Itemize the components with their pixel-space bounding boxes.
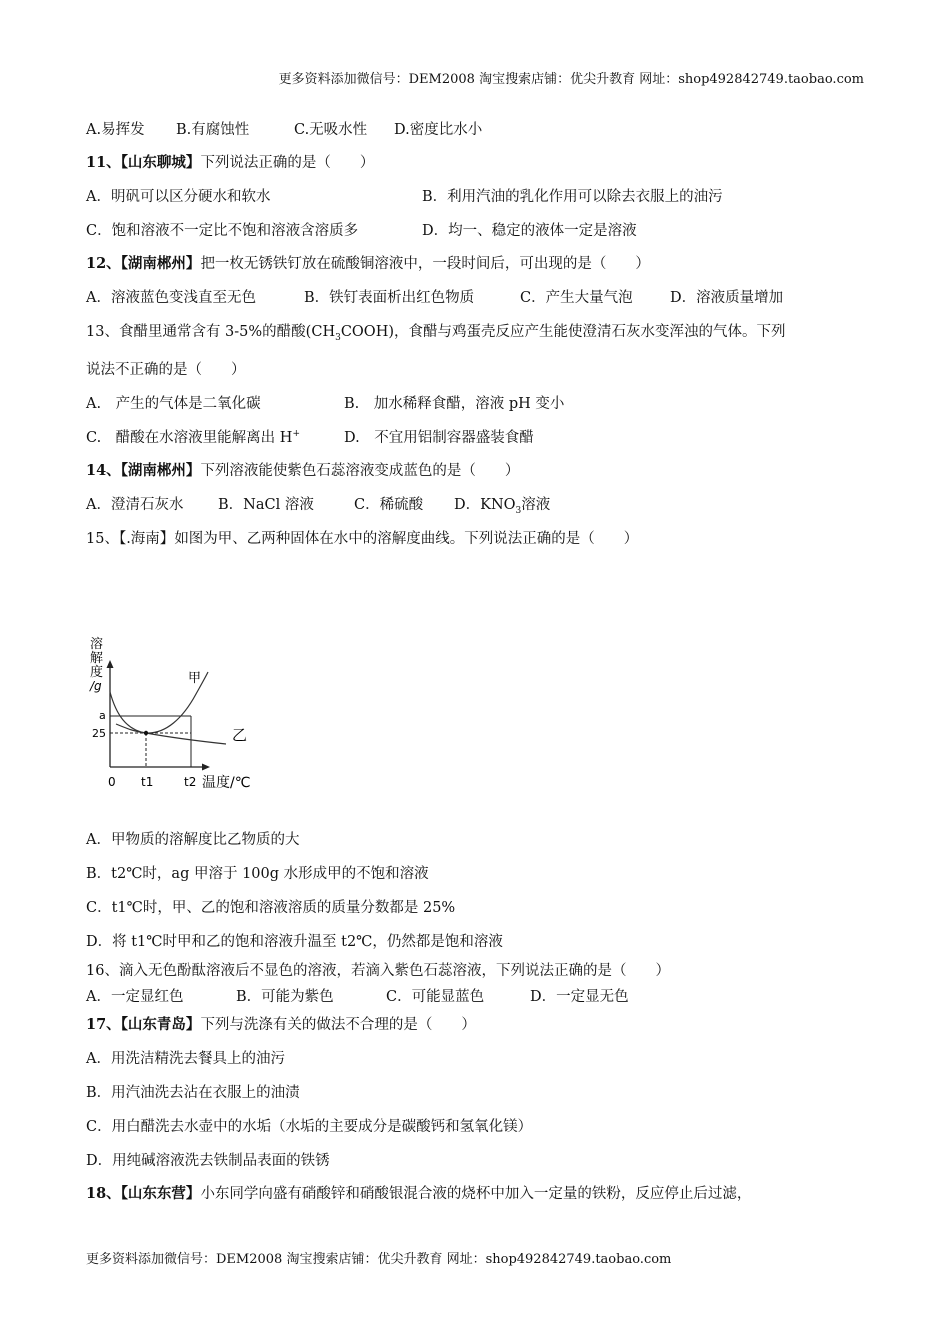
chart-xtick-t2: t2 (184, 775, 197, 789)
q13-option-d: D. 不宜用铝制容器盛装食醋 (344, 430, 534, 446)
chart-intersection-point (144, 731, 148, 735)
q16-option-c: C．可能显蓝色 (386, 989, 485, 1005)
q12-options (86, 286, 783, 307)
series-yi-label: 乙 (232, 726, 248, 744)
chart-ylabel-char-4: /g (90, 679, 102, 693)
q14-option-d (454, 493, 550, 516)
q11-text: 下列说法正确的是（ ） (200, 155, 375, 171)
q14-text: 下列溶液能使紫色石蕊溶液变成蓝色的是（ ） (200, 463, 520, 479)
page-header: 更多资料添加微信号：DEM2008 淘宝搜索店铺：优尖升教育 网址：shop492842749.taobao.com (278, 72, 864, 87)
q11-option-a: A．明矾可以区分硬水和软水 (86, 189, 271, 205)
q11-option-c: C．饱和溶液不一定比不饱和溶液含溶质多 (86, 223, 359, 239)
q11-number: 11、 (86, 154, 121, 171)
q11-source-tag: 【山东聊城】 (120, 154, 201, 171)
q17-option-b: B．用汽油洗去沾在衣服上的油渍 (86, 1085, 300, 1101)
chart-ylabel-char-1: 溶 (90, 637, 104, 652)
q13-option-c-text: C. 醋酸在水溶液里能解离出 H (86, 430, 293, 446)
q16-option-b: B．可能为紫色 (236, 989, 334, 1005)
q14-option-d-suffix: 溶液 (521, 497, 551, 513)
q18-stem (86, 1182, 751, 1203)
q10-option-d: D.密度比水小 (394, 122, 483, 138)
chart-ylabel-char-2: 解 (90, 651, 104, 666)
q13-text-1: 13、食醋里通常含有 3-5%的醋酸(CH (86, 324, 336, 340)
q12-source-tag: 【湖南郴州】 (120, 255, 201, 272)
q14-option-a: A．澄清石灰水 (86, 497, 184, 513)
solubility-chart (88, 636, 268, 796)
q12-option-d: D．溶液质量增加 (670, 290, 784, 306)
q13-options-row1 (86, 392, 564, 413)
q13-subscript: 3 (335, 332, 341, 343)
q18-source-tag: 【山东东营】 (120, 1185, 201, 1202)
q13-option-c (86, 426, 344, 447)
q13-options-row2 (86, 426, 534, 447)
q17-option-d: D．用纯碱溶液洗去铁制品表面的铁锈 (86, 1153, 330, 1169)
q12-option-a: A．溶液蓝色变浅直至无色 (86, 290, 256, 306)
series-yi-curve (116, 724, 226, 744)
chart-xlabel: 温度/℃ (202, 775, 251, 791)
q11-options-row2 (86, 219, 637, 240)
series-jia-label: 甲 (188, 671, 202, 686)
q14-number: 14、 (86, 462, 121, 479)
q15-option-d: D．将 t1℃时甲和乙的饱和溶液升温至 t2℃，仍然都是饱和溶液 (86, 934, 503, 950)
q14-option-d-text: D．KNO (454, 497, 516, 513)
q13-text-2: COOH)，食醋与鸡蛋壳反应产生能使澄清石灰水变浑浊的气体。下列 (340, 324, 786, 340)
q14-options (86, 493, 550, 516)
chart-y-axis-arrow (107, 660, 114, 668)
q15-source-tag: 【.海南】 (118, 531, 175, 547)
q13-stem-line1 (86, 320, 786, 343)
q16-option-d: D．一定显无色 (530, 989, 629, 1005)
q17-stem (86, 1013, 476, 1034)
q13-option-a: A. 产生的气体是二氧化碳 (86, 396, 261, 412)
chart-ytick-a: a (99, 709, 106, 722)
q12-option-b: B．铁钉表面析出红色物质 (304, 290, 475, 306)
q10-options (86, 118, 482, 139)
q17-option-a: A．用洗洁精洗去餐具上的油污 (86, 1051, 285, 1067)
q18-text: 小东同学向盛有硝酸锌和硝酸银混合液的烧杯中加入一定量的铁粉，反应停止后过滤， (200, 1186, 752, 1202)
q17-text: 下列与洗涤有关的做法不合理的是（ ） (200, 1017, 476, 1033)
q10-option-a: A.易挥发 (86, 122, 145, 138)
q12-option-c: C．产生大量气泡 (520, 290, 633, 306)
q17-option-c: C．用白醋洗去水壶中的水垢（水垢的主要成分是碳酸钙和氢氧化镁） (86, 1119, 533, 1135)
chart-xtick-0: 0 (108, 775, 116, 789)
q11-option-b: B．利用汽油的乳化作用可以除去衣服上的油污 (422, 189, 723, 205)
chart-ytick-25: 25 (92, 727, 106, 740)
chart-x-axis-arrow (202, 764, 210, 771)
q14-option-d-subscript: 3 (515, 505, 522, 516)
q12-text: 把一枚无锈铁钉放在硫酸铜溶液中，一段时间后，可出现的是（ ） (200, 256, 650, 272)
chart-ylabel-char-3: 度 (90, 665, 104, 680)
q10-option-c: C.无吸水性 (294, 122, 368, 138)
q16-stem: 16、滴入无色酚酞溶液后不显色的溶液，若滴入紫色石蕊溶液，下列说法正确的是（ ） (86, 963, 670, 979)
q15-option-b: B．t2℃时，ag 甲溶于 100g 水形成甲的不饱和溶液 (86, 866, 429, 882)
q17-number: 17、 (86, 1016, 121, 1033)
q15-number: 15、 (86, 531, 119, 547)
q14-option-b: B．NaCl 溶液 (218, 497, 314, 513)
q17-source-tag: 【山东青岛】 (120, 1016, 201, 1033)
q15-option-a: A．甲物质的溶解度比乙物质的大 (86, 832, 300, 848)
q13-stem-line2: 说法不正确的是（ ） (86, 362, 246, 378)
q15-stem (86, 527, 638, 548)
q11-stem (86, 151, 374, 172)
chart-xtick-t1: t1 (141, 775, 154, 789)
q16-options (86, 985, 629, 1006)
q12-stem (86, 252, 650, 273)
q10-option-b: B.有腐蚀性 (176, 122, 250, 138)
q11-options-row1 (86, 185, 723, 206)
q18-number: 18、 (86, 1185, 121, 1202)
page-footer: 更多资料添加微信号：DEM2008 淘宝搜索店铺：优尖升教育 网址：shop492842749.taobao.com (86, 1252, 672, 1267)
q11-option-d: D．均一、稳定的液体一定是溶液 (422, 223, 637, 239)
q14-stem (86, 459, 519, 480)
q15-option-c: C．t1℃时，甲、乙的饱和溶液溶质的质量分数都是 25% (86, 900, 456, 916)
q14-option-c: C．稀硫酸 (354, 497, 424, 513)
q16-option-a: A．一定显红色 (86, 989, 184, 1005)
q15-text: 如图为甲、乙两种固体在水中的溶解度曲线。下列说法正确的是（ ） (174, 531, 639, 547)
q13-option-b: B. 加水稀释食醋，溶液 pH 变小 (344, 396, 565, 412)
q14-source-tag: 【湖南郴州】 (120, 462, 201, 479)
q13-option-c-superscript: + (292, 429, 300, 440)
q12-number: 12、 (86, 255, 121, 272)
